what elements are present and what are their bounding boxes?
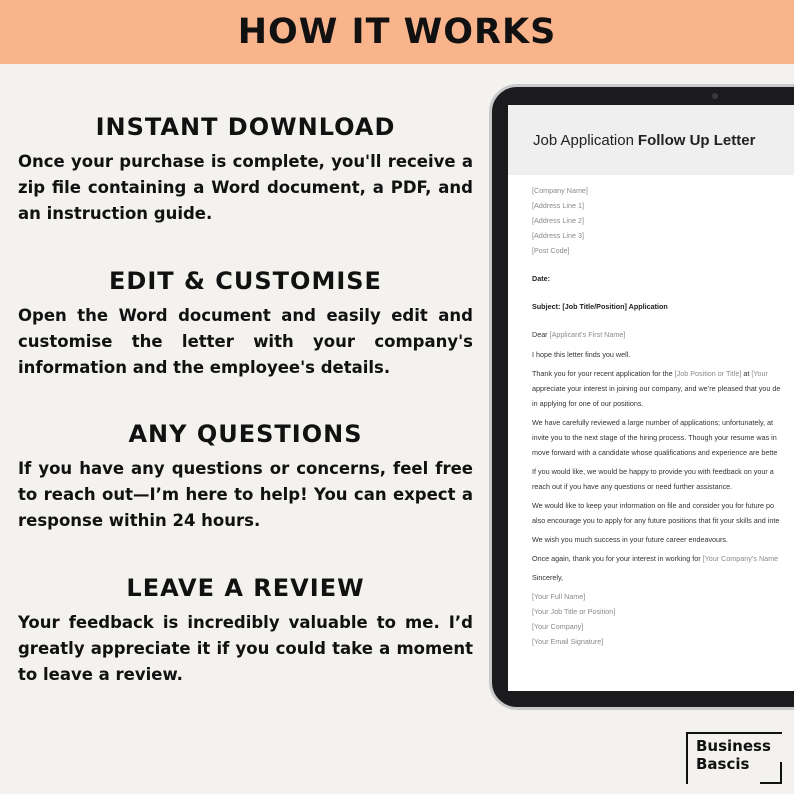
letter-text: Thank you for your recent application for the	[532, 369, 673, 378]
signature-line: [Your Job Title or Position]	[532, 607, 616, 616]
document-title	[508, 105, 794, 175]
header-banner	[0, 0, 794, 64]
letter-line: reach out if you have any questions or need further assistance.	[532, 482, 733, 491]
letter-line: I hope this letter finds you well.	[532, 350, 631, 359]
section-heading: EDIT & CUSTOMISE	[109, 267, 382, 295]
document-title-regular: Job Application	[533, 131, 634, 149]
logo-line-1: Business	[696, 737, 771, 755]
section-instant-download	[18, 113, 473, 227]
letter-line: also encourage you to apply for any future positions that fit your skills and inte	[532, 516, 780, 525]
letter-text: at	[743, 369, 750, 378]
section-body: Open the Word document and easily edit and customise the letter with your company's information and the employee's details.	[18, 306, 473, 377]
letter-line: We have carefully reviewed a large number of applications; unfortunately, at	[532, 418, 774, 427]
section-heading: INSTANT DOWNLOAD	[95, 113, 396, 141]
section-body: Your feedback is incredibly valuable to me. I’d greatly appreciate it if you could take a moment to leave a review.	[18, 613, 473, 684]
date-label: Date:	[532, 274, 550, 283]
letter-line: move forward with a candidate whose qualifications and experience are bette	[532, 448, 778, 457]
letter-text: Once again, thank you for your interest in working for	[532, 554, 701, 563]
letter-placeholder: [Job Position or Title]	[674, 369, 742, 378]
address-line: [Address Line 3]	[532, 231, 584, 240]
address-line: [Post Code]	[532, 246, 570, 255]
closing: Sincerely,	[532, 573, 564, 582]
camera-icon	[712, 93, 718, 99]
brand-logo	[686, 732, 782, 784]
salutation-word: Dear	[532, 330, 548, 339]
section-leave-review	[18, 574, 473, 688]
letter-body	[508, 175, 794, 649]
salutation-name: [Applicant’s First Name]	[549, 330, 626, 339]
letter-placeholder: [Your	[751, 369, 768, 378]
logo-line-2: Bascis	[696, 755, 750, 773]
subject-value: [Job Title/Position] Application	[562, 302, 668, 311]
letter-line	[532, 366, 794, 381]
letter-line: We would like to keep your information on file and consider you for future po	[532, 501, 774, 510]
salutation	[532, 327, 794, 342]
tablet-screen	[508, 105, 794, 691]
signature-line: [Your Full Name]	[532, 592, 586, 601]
section-body: If you have any questions or concerns, feel free to reach out—I’m here to help! You can expect a response within 24 hours.	[18, 459, 473, 530]
page-title: HOW IT WORKS	[237, 12, 557, 52]
section-heading: ANY QUESTIONS	[128, 420, 363, 448]
letter-line: in applying for one of our positions.	[532, 399, 644, 408]
letter-line: If you would like, we would be happy to provide you with feedback on your a	[532, 467, 774, 476]
subject-label: Subject:	[532, 302, 561, 311]
address-line: [Company Name]	[532, 186, 588, 195]
letter-line: We wish you much success in your future career endeavours.	[532, 535, 729, 544]
section-heading: LEAVE A REVIEW	[126, 574, 365, 602]
subject-line	[532, 299, 794, 314]
letter-placeholder: [Your Company’s Name	[702, 554, 779, 563]
tablet-device	[489, 84, 794, 710]
address-line: [Address Line 2]	[532, 216, 584, 225]
section-any-questions	[18, 420, 473, 534]
signature-line: [Your Email Signature]	[532, 637, 604, 646]
letter-line: invite you to the next stage of the hiring process. Though your resume was in	[532, 433, 777, 442]
document-title-bold: Follow Up Letter	[637, 131, 756, 149]
address-line: [Address Line 1]	[532, 201, 584, 210]
section-edit-customise	[18, 267, 473, 381]
signature-line: [Your Company]	[532, 622, 584, 631]
letter-line	[532, 551, 794, 566]
section-body: Once your purchase is complete, you'll receive a zip file containing a Word document, a PDF, and an instruction guide.	[18, 152, 473, 223]
letter-line: appreciate your interest in joining our company, and we’re pleased that you de	[532, 384, 781, 393]
